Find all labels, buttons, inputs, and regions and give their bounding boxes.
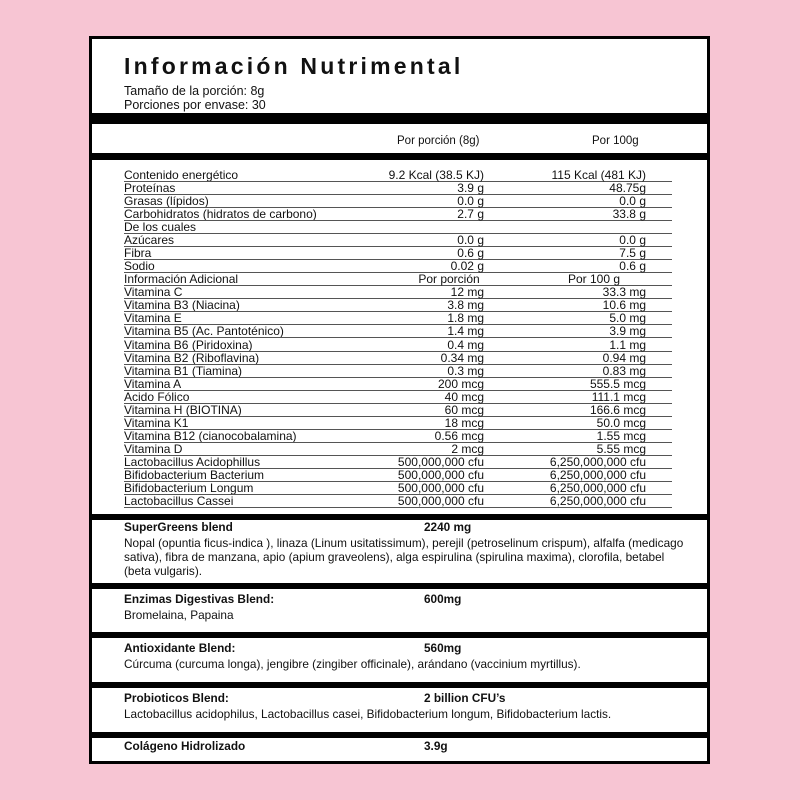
blend-name: Probioticos Blend: [124,691,229,705]
nutrition-row [124,273,672,286]
nutrition-row [124,325,672,338]
nutrition-row [124,443,672,456]
per-serving-value: 500,000,000 cfu [397,468,484,483]
nutrient-name: Vitamina B2 (Riboflavina) [124,351,260,364]
per-serving-value: 60 mcg [444,402,484,417]
blend-section [124,520,694,578]
per-100g-value: 0.6 g [619,259,646,274]
nutrition-row [124,365,672,378]
nutrient-name: De los cuales [124,220,197,233]
nutrient-name: Vitamina B1 (Tiamina) [124,364,243,377]
per-100g-value: 166.6 mcg [589,402,646,417]
blend-name: SuperGreens blend [124,520,233,534]
per-serving-value: 9.2 Kcal (38.5 KJ) [388,167,484,182]
nutrition-row [124,182,672,195]
per-100g-value: 115 Kcal (481 KJ) [551,167,646,182]
per-100g-value: 5.0 mg [609,311,646,326]
nutrition-row [124,312,672,325]
per-serving-value: 0.3 mg [447,363,484,378]
nutrition-row [124,469,672,482]
per-serving-value: 2 mcg [451,442,484,457]
column-header-per-100g: Por 100g [592,135,639,147]
blend-header [124,520,694,536]
per-100g-value: 0.0 g [619,193,646,208]
nutrient-name: Proteínas [124,181,176,194]
nutrient-name: Carbohidratos (hidratos de carbono) [124,207,317,220]
nutrition-row [124,208,672,221]
divider-bar [92,732,707,738]
per-100g-value: 6,250,000,000 cfu [549,468,646,483]
blend-ingredients: Lactobacillus acidophilus, Lactobacillus casei, Bifidobacterium longum, Bifidobacterium lactis. [124,707,612,721]
per-100g-value: 48.75g [609,180,646,195]
per-100g-value: Por 100 g [567,272,621,287]
per-100g-value: 3.9 mg [609,324,646,339]
blend-section [124,691,694,721]
per-serving-value: 0.6 g [457,245,484,260]
nutrition-row [124,495,672,508]
blend-name: Antioxidante Blend: [124,641,236,655]
nutrient-name: Vitamina K1 [124,416,189,429]
nutrient-name: Vitamina H (BIOTINA) [124,403,242,416]
nutrition-row [124,299,672,312]
blend-header [124,641,694,657]
nutrient-name: Bifidobacterium Longum [124,482,254,495]
per-serving-value: 0.0 g [457,193,484,208]
per-100g-value: 111.1 mcg [591,389,646,404]
per-100g-value: 6,250,000,000 cfu [549,494,646,509]
divider-bar [92,682,707,688]
per-serving-value: 0.56 mcg [434,429,484,444]
nutrition-row [124,260,672,273]
per-serving-value: 2.7 g [457,206,484,221]
nutrient-name: Vitamina B5 (Ac. Pantoténico) [124,325,284,338]
per-100g-value: 555.5 mcg [589,376,646,391]
blend-name: Enzimas Digestivas Blend: [124,592,275,606]
per-serving-value: 40 mcg [444,389,484,404]
nutrient-name: Lactobacillus Acidophillus [124,456,261,469]
per-serving-value: 0.4 mg [447,337,484,352]
per-100g-value: 7.5 g [619,245,646,260]
nutrient-name: Información Adicional [124,273,239,286]
per-serving-value: Por porción [418,272,480,287]
per-100g-value: 5.55 mcg [596,442,646,457]
per-serving-value: 1.8 mg [447,311,484,326]
per-100g-value: 33.8 g [612,206,646,221]
nutrient-name: Bifidobacterium Bacterium [124,469,265,482]
per-serving-value: 12 mg [450,285,484,300]
blend-section [124,641,694,671]
blend-amount: 560mg [424,641,462,655]
blend-header [124,739,694,755]
per-serving-value: 3.8 mg [447,298,484,313]
per-100g-value: 33.3 mg [602,285,646,300]
divider-bar [92,153,707,160]
blend-ingredients: Cúrcuma (curcuma longa), jengibre (zingiber officinale), arándano (vaccinium myrtillus). [124,657,581,671]
nutrient-name: Vitamina B3 (Niacina) [124,299,240,312]
per-serving-value: 0.34 mg [440,350,484,365]
blend-ingredients: Bromelaina, Papaina [124,608,234,622]
nutrition-row [124,482,672,495]
nutrient-name: Vitamina B6 (Piridoxina) [124,338,253,351]
blend-header [124,592,694,608]
divider-bar [92,583,707,589]
nutrient-name: Acido Fólico [124,390,190,403]
nutrition-row [124,430,672,443]
per-serving-value: 1.4 mg [447,324,484,339]
divider-bar [92,632,707,638]
column-header-per-serving: Por porción (8g) [397,135,480,147]
servings-per-container: Porciones por envase: 30 [124,98,266,112]
nutrient-name: Contenido energético [124,168,239,181]
nutrition-row [124,456,672,469]
per-100g-value: 0.94 mg [602,350,646,365]
nutrient-name: Vitamina A [124,377,182,390]
per-100g-value: 0.83 mg [602,363,646,378]
per-100g-value: 1.55 mcg [596,429,646,444]
nutrition-row [124,195,672,208]
divider-bar [92,113,707,124]
nutrition-row [124,404,672,417]
blend-section [124,592,694,622]
nutrient-name: Vitamina B12 (cianocobalamina) [124,430,297,443]
blend-amount: 600mg [424,592,462,606]
per-100g-value: 1.1 mg [609,337,646,352]
per-100g-value: 6,250,000,000 cfu [549,455,646,470]
nutrition-row [124,417,672,430]
blend-name: Colágeno Hidrolizado [124,739,246,753]
nutrition-title: Información Nutrimental [124,53,464,79]
nutrition-row [124,338,672,351]
blend-amount: 2 billion CFU’s [424,691,506,705]
nutrient-name: Sodio [124,260,155,273]
per-serving-value: 18 mcg [444,415,484,430]
nutrient-name: Vitamina C [124,286,183,299]
blend-amount: 2240 mg [424,520,472,534]
per-100g-value: 0.0 g [619,232,646,247]
nutrition-row [124,221,672,234]
nutrient-name: Lactobacillus Cassei [124,495,234,508]
nutrient-name: Vitamina D [124,443,183,456]
nutrition-row [124,378,672,391]
nutrient-name: Fibra [124,246,152,259]
blend-amount: 3.9g [424,739,448,753]
nutrient-name: Azúcares [124,233,175,246]
per-serving-value: 3.9 g [457,180,484,195]
serving-size: Tamaño de la porción: 8g [124,84,265,98]
nutrient-name: Grasas (lípidos) [124,194,209,207]
nutrition-row [124,352,672,365]
blend-header [124,691,694,707]
nutrition-row [124,234,672,247]
per-serving-value: 500,000,000 cfu [397,494,484,509]
per-100g-value: 10.6 mg [602,298,646,313]
nutrient-name: Vitamina E [124,312,182,325]
per-100g-value: 6,250,000,000 cfu [549,481,646,496]
per-serving-value: 500,000,000 cfu [397,455,484,470]
nutrition-row [124,247,672,260]
nutrition-row [124,167,672,182]
nutrition-table [124,167,672,508]
per-serving-value: 0.0 g [457,232,484,247]
per-serving-value: 500,000,000 cfu [397,481,484,496]
blend-ingredients: Nopal (opuntia ficus-indica ), linaza (Linum usitatissimum), perejil (petroselinum crispum), alfalfa (medicago sativa), fibra de manzana, apio (apium graveolens), alga espirulina (spirulina maxima), clorofila, betabel (beta vulgaris). [124,536,684,578]
per-100g-value: 50.0 mcg [596,415,646,430]
per-serving-value: 200 mcg [437,376,484,391]
per-serving-value: 0.02 g [450,259,484,274]
nutrition-row [124,391,672,404]
blend-section [124,739,694,755]
nutrition-row [124,286,672,299]
nutrition-facts-panel [89,36,710,764]
